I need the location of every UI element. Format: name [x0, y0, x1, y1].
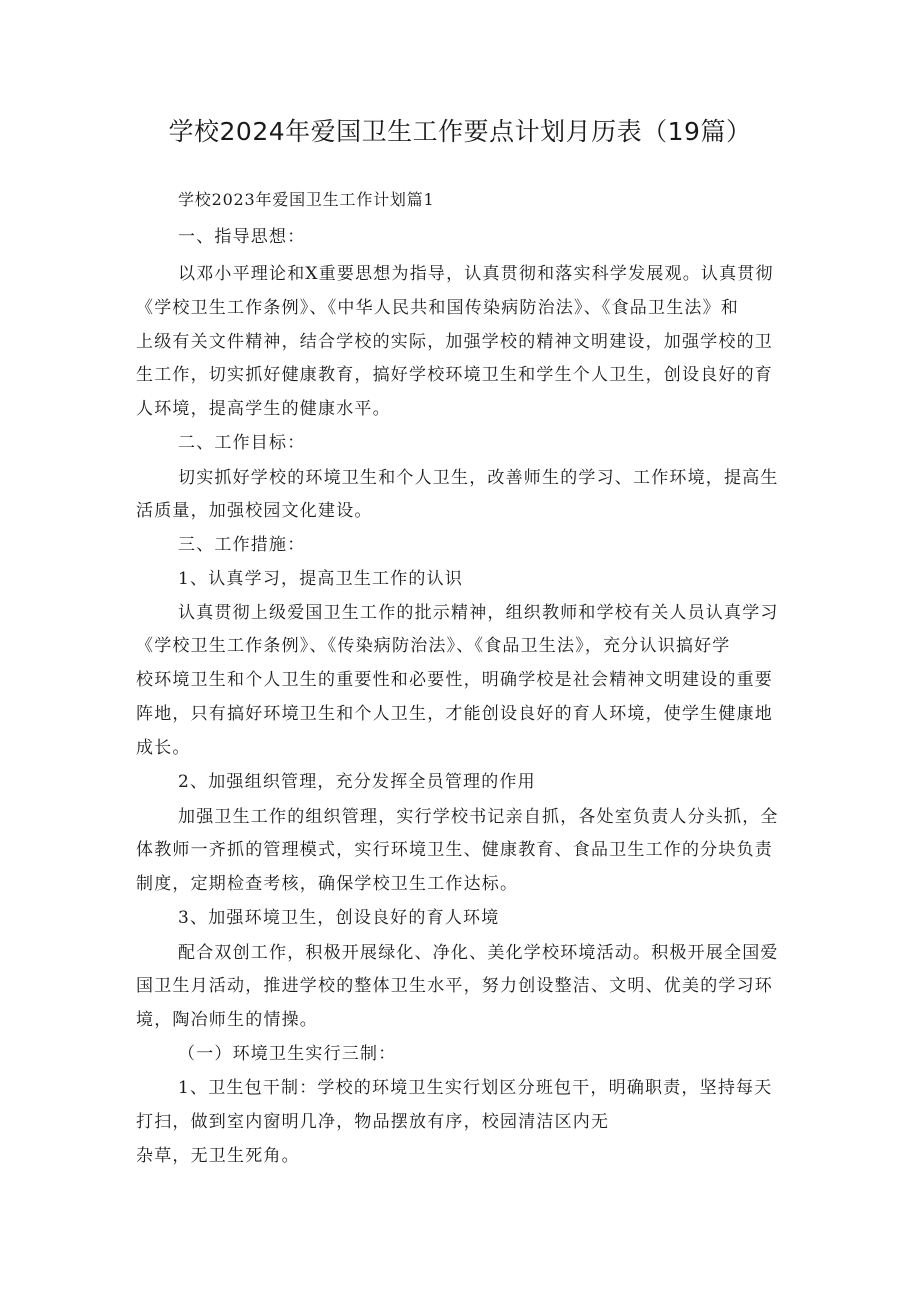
- paragraph-line: 体教师一齐抓的管理模式，实行环境卫生、健康教育、食品卫生工作的分块负责: [136, 840, 773, 860]
- paragraph-line: 《学校卫生工作条例》、《传染病防治法》、《食品卫生法》，充分认识搞好学: [136, 636, 731, 656]
- paragraph-line: 切实抓好学校的环境卫生和个人卫生，改善师生的学习、工作环境，提高生: [178, 468, 779, 488]
- paragraph-line: 配合双创工作，积极开展绿化、净化、美化学校环境活动。积极开展全国爱: [178, 943, 779, 963]
- subheading-1: 1、认真学习，提高卫生工作的认识: [178, 569, 464, 589]
- paragraph-line: 以邓小平理论和X重要思想为指导，认真贯彻和落实科学发展观。认真贯彻: [178, 264, 774, 284]
- paragraph-line: 活质量，加强校园文化建设。: [136, 501, 373, 521]
- paragraph-line: 成长。: [136, 738, 191, 758]
- paragraph-line: 人环境，提高学生的健康水平。: [136, 399, 391, 419]
- heading-guiding-ideology: 一、指导思想：: [178, 227, 306, 247]
- paragraph-line: 制度，定期检查考核，确保学校卫生工作达标。: [136, 874, 519, 894]
- subheading-3: 3、加强环境卫生，创设良好的育人环境: [178, 908, 500, 928]
- heading-work-goals: 二、工作目标：: [178, 433, 306, 453]
- paragraph-line: 杂草，无卫生死角。: [136, 1146, 300, 1166]
- document-title: 学校2024年爱国卫生工作要点计划月历表（19篇）: [168, 117, 752, 146]
- subheading-2: 2、加强组织管理，充分发挥全员管理的作用: [178, 772, 536, 792]
- paragraph-line: 校环境卫生和个人卫生的重要性和必要性，明确学校是社会精神文明建设的重要: [136, 670, 773, 690]
- paragraph-line: 打扫，做到室内窗明几净，物品摆放有序，校园清洁区内无: [136, 1112, 610, 1132]
- paragraph-line: 国卫生月活动，推进学校的整体卫生水平，努力创设整洁、文明、优美的学习环: [136, 976, 773, 996]
- paragraph-line: 《学校卫生工作条例》、《中华人民共和国传染病防治法》、《食品卫生法》和: [136, 298, 739, 318]
- paragraph-line: 加强卫生工作的组织管理，实行学校书记亲自抓，各处室负责人分头抓，全: [178, 807, 779, 827]
- paragraph-line: 生工作，切实抓好健康教育，搞好学校环境卫生和学生个人卫生，创设良好的育: [136, 365, 773, 385]
- paragraph-line: 1、卫生包干制：学校的环境卫生实行划区分班包干，明确职责，坚持每天: [178, 1078, 773, 1098]
- section-subtitle: 学校2023年爱国卫生工作计划篇1: [178, 190, 435, 209]
- subheading-three-systems: （一）环境卫生实行三制：: [178, 1044, 397, 1064]
- heading-work-measures: 三、工作措施：: [178, 535, 306, 555]
- paragraph-line: 阵地，只有搞好环境卫生和个人卫生，才能创设良好的育人环境，使学生健康地: [136, 704, 773, 724]
- paragraph-line: 境，陶冶师生的情操。: [136, 1010, 318, 1030]
- paragraph-line: 认真贯彻上级爱国卫生工作的批示精神，组织教师和学校有关人员认真学习: [178, 603, 779, 623]
- paragraph-line: 上级有关文件精神，结合学校的实际，加强学校的精神文明建设，加强学校的卫: [136, 332, 773, 352]
